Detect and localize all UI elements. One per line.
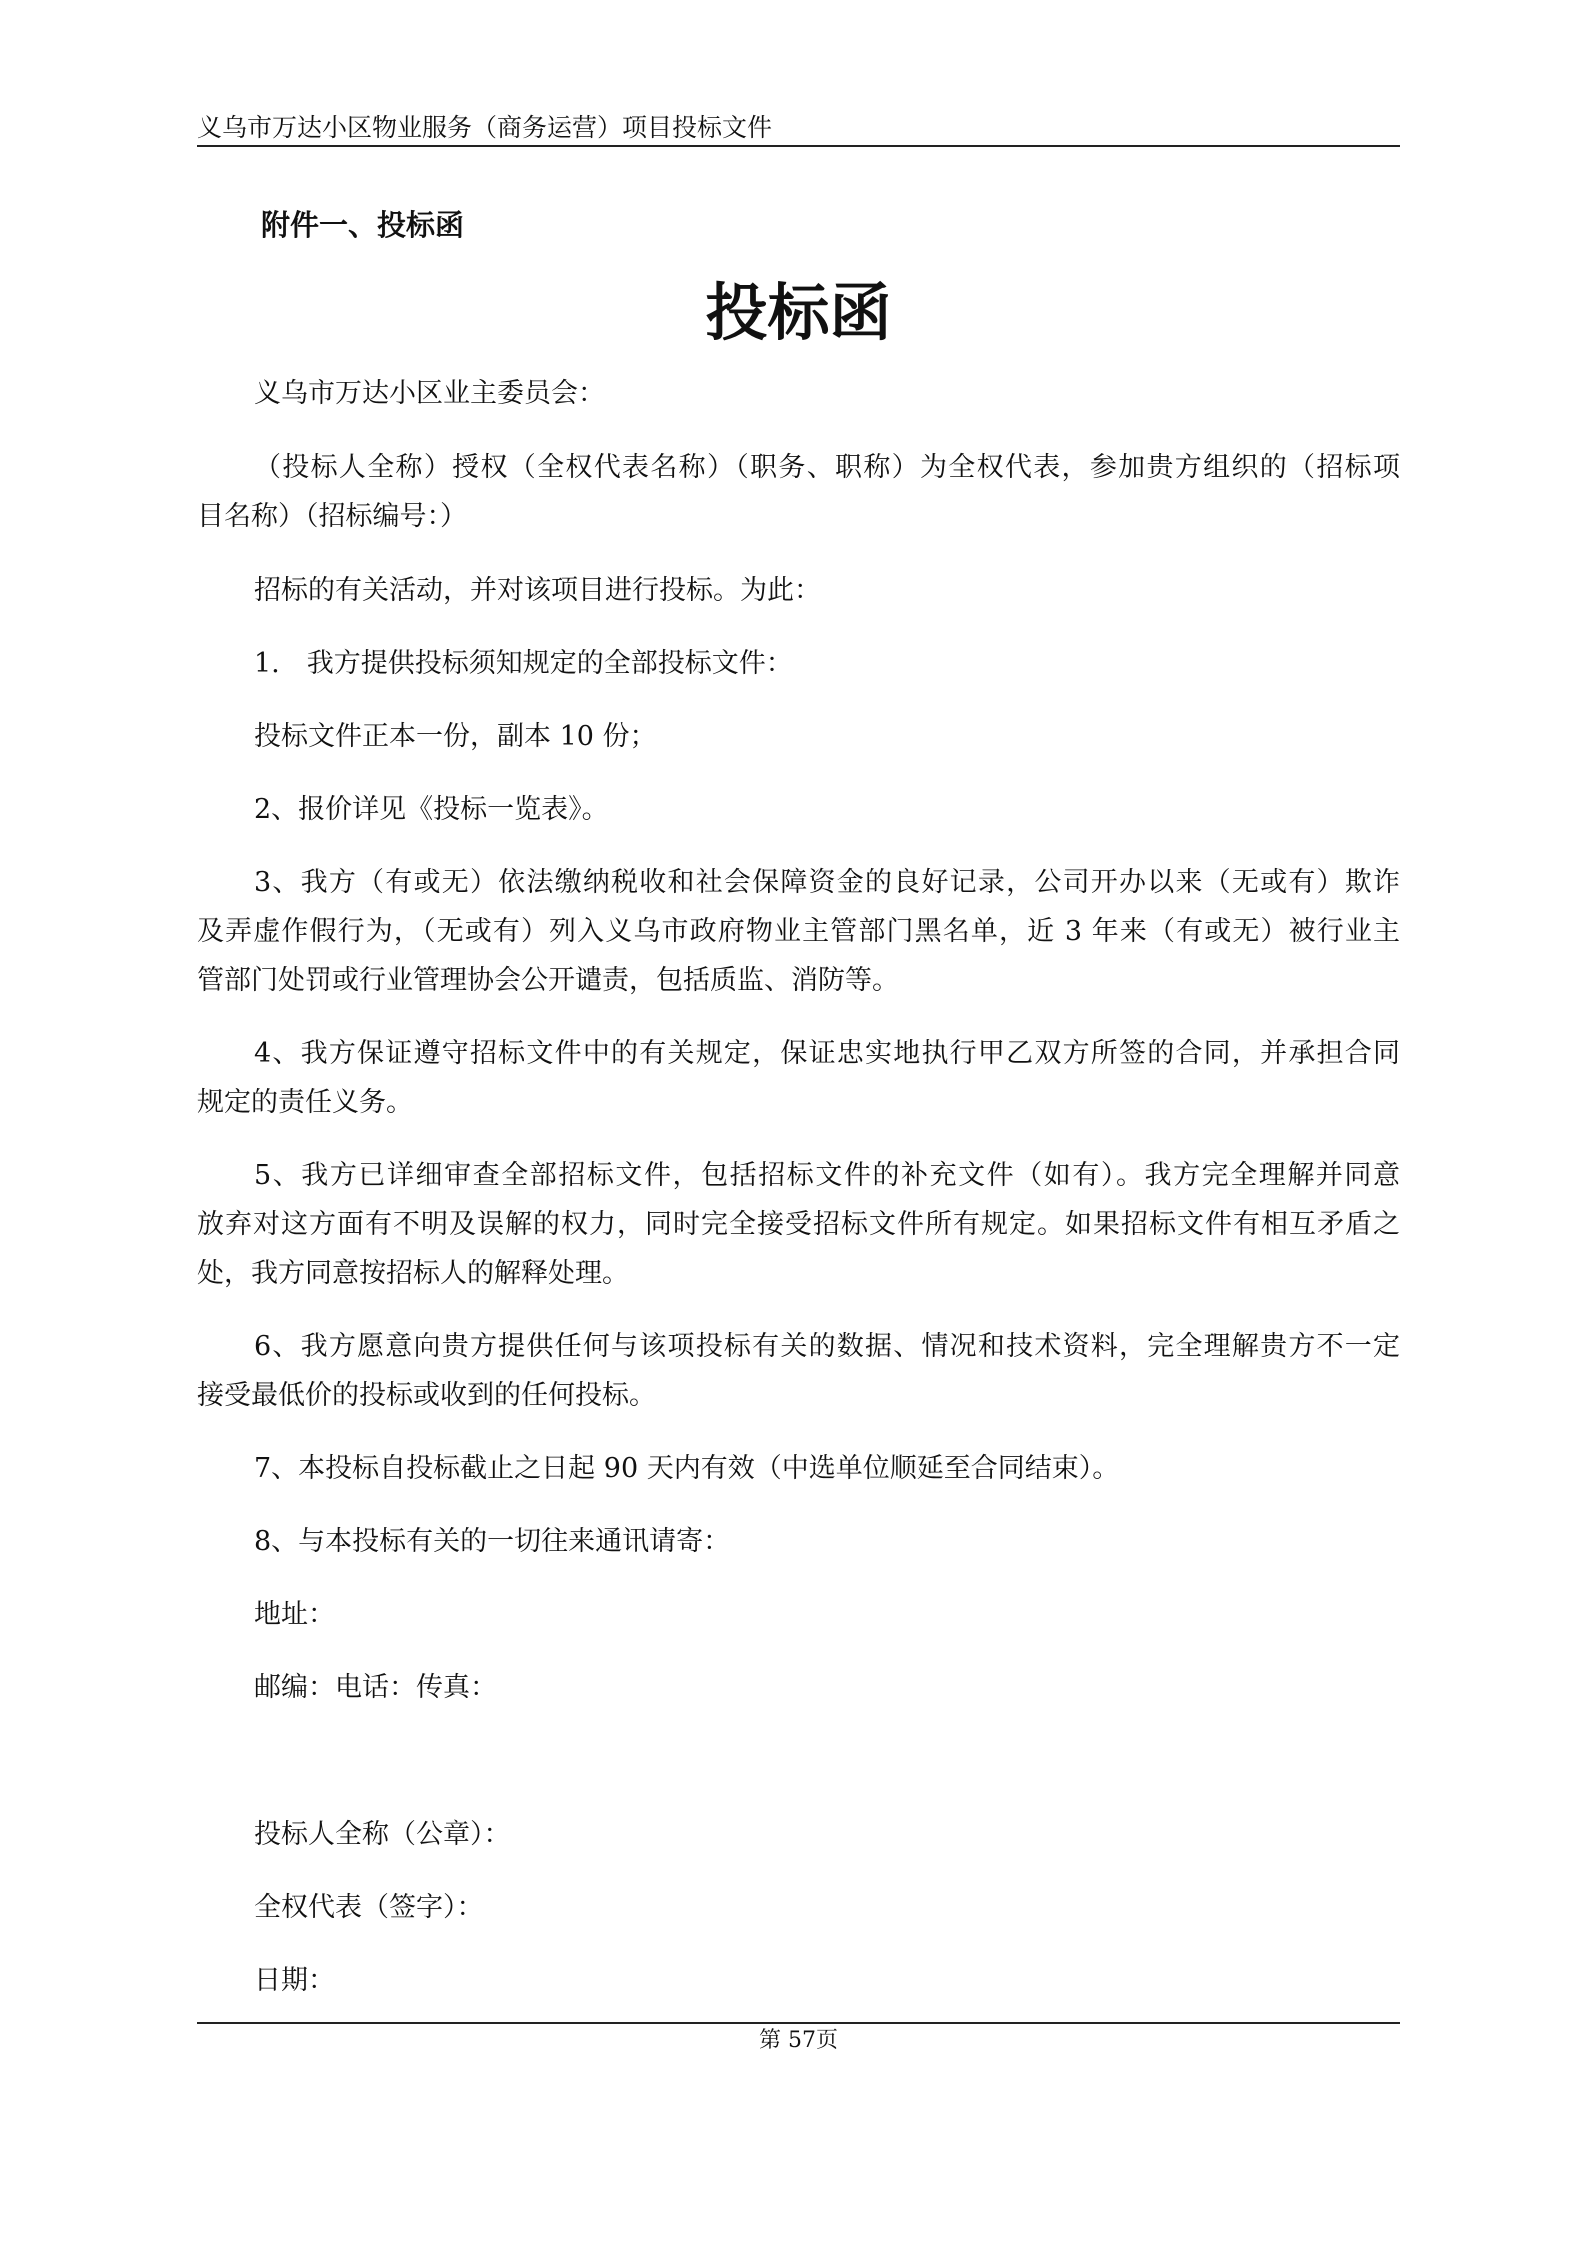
header-divider xyxy=(197,145,1400,147)
postal-phone-fax-label: 邮编：电话：传真： xyxy=(254,1672,497,1703)
item-7: 7、本投标自投标截止之日起 90 天内有效（中选单位顺延至合同结束）。 xyxy=(254,1453,1120,1484)
intro-line-1: （投标人全称）授权（全权代表名称）（职务、职称）为全权代表，参加贵方组织的（招标项 xyxy=(254,452,1400,483)
footer-divider xyxy=(197,2022,1400,2024)
page-number: 第 57页 xyxy=(759,2028,838,2053)
item-4-line-1: 4、我方保证遵守招标文件中的有关规定，保证忠实地执行甲乙双方所签的合同，并承担合同 xyxy=(254,1038,1400,1069)
item-3-line-2: 及弄虚作假行为，（无或有）列入义乌市政府物业主管部门黑名单，近 3 年来（有或无）被行业主 xyxy=(197,916,1400,947)
header-title: 义乌市万达小区物业服务（商务运营）项目投标文件 xyxy=(197,113,773,142)
authorized-rep-sign-label: 全权代表（签字）： xyxy=(254,1892,484,1923)
item-6-line-2: 接受最低价的投标或收到的任何投标。 xyxy=(197,1380,656,1411)
item-1: 1. 我方提供投标须知规定的全部投标文件： xyxy=(254,648,793,679)
item-3-line-1: 3、我方（有或无）依法缴纳税收和社会保障资金的良好记录，公司开办以来（无或有）欺诈 xyxy=(254,867,1400,898)
item-6-line-1: 6、我方愿意向贵方提供任何与该项投标有关的数据、情况和技术资料，完全理解贵方不一定 xyxy=(254,1331,1400,1362)
document-title: 投标函 xyxy=(705,276,892,349)
item-5-line-2: 放弃对这方面有不明及误解的权力，同时完全接受招标文件所有规定。如果招标文件有相互矛盾之 xyxy=(197,1209,1400,1240)
item-5-line-3: 处，我方同意按招标人的解释处理。 xyxy=(197,1258,629,1289)
item-2: 2、报价详见《投标一览表》。 xyxy=(254,794,609,825)
item-3-line-3: 管部门处罚或行业管理协会公开谴责，包括质监、消防等。 xyxy=(197,965,899,996)
intro-line-3: 招标的有关活动，并对该项目进行投标。为此： xyxy=(254,575,821,606)
item-1-detail: 投标文件正本一份，副本 10 份； xyxy=(254,721,657,752)
date-label: 日期： xyxy=(254,1965,335,1996)
item-4-line-2: 规定的责任义务。 xyxy=(197,1087,413,1118)
item-8: 8、与本投标有关的一切往来通讯请寄： xyxy=(254,1526,731,1557)
addressee: 义乌市万达小区业主委员会： xyxy=(254,378,605,409)
attachment-heading: 附件一、投标函 xyxy=(261,208,465,242)
item-5-line-1: 5、我方已详细审查全部招标文件，包括招标文件的补充文件（如有）。我方完全理解并同意 xyxy=(254,1160,1400,1191)
intro-line-2: 目名称）（招标编号：） xyxy=(197,501,467,532)
address-label: 地址： xyxy=(254,1599,335,1630)
bidder-name-seal-label: 投标人全称（公章）： xyxy=(254,1819,511,1850)
